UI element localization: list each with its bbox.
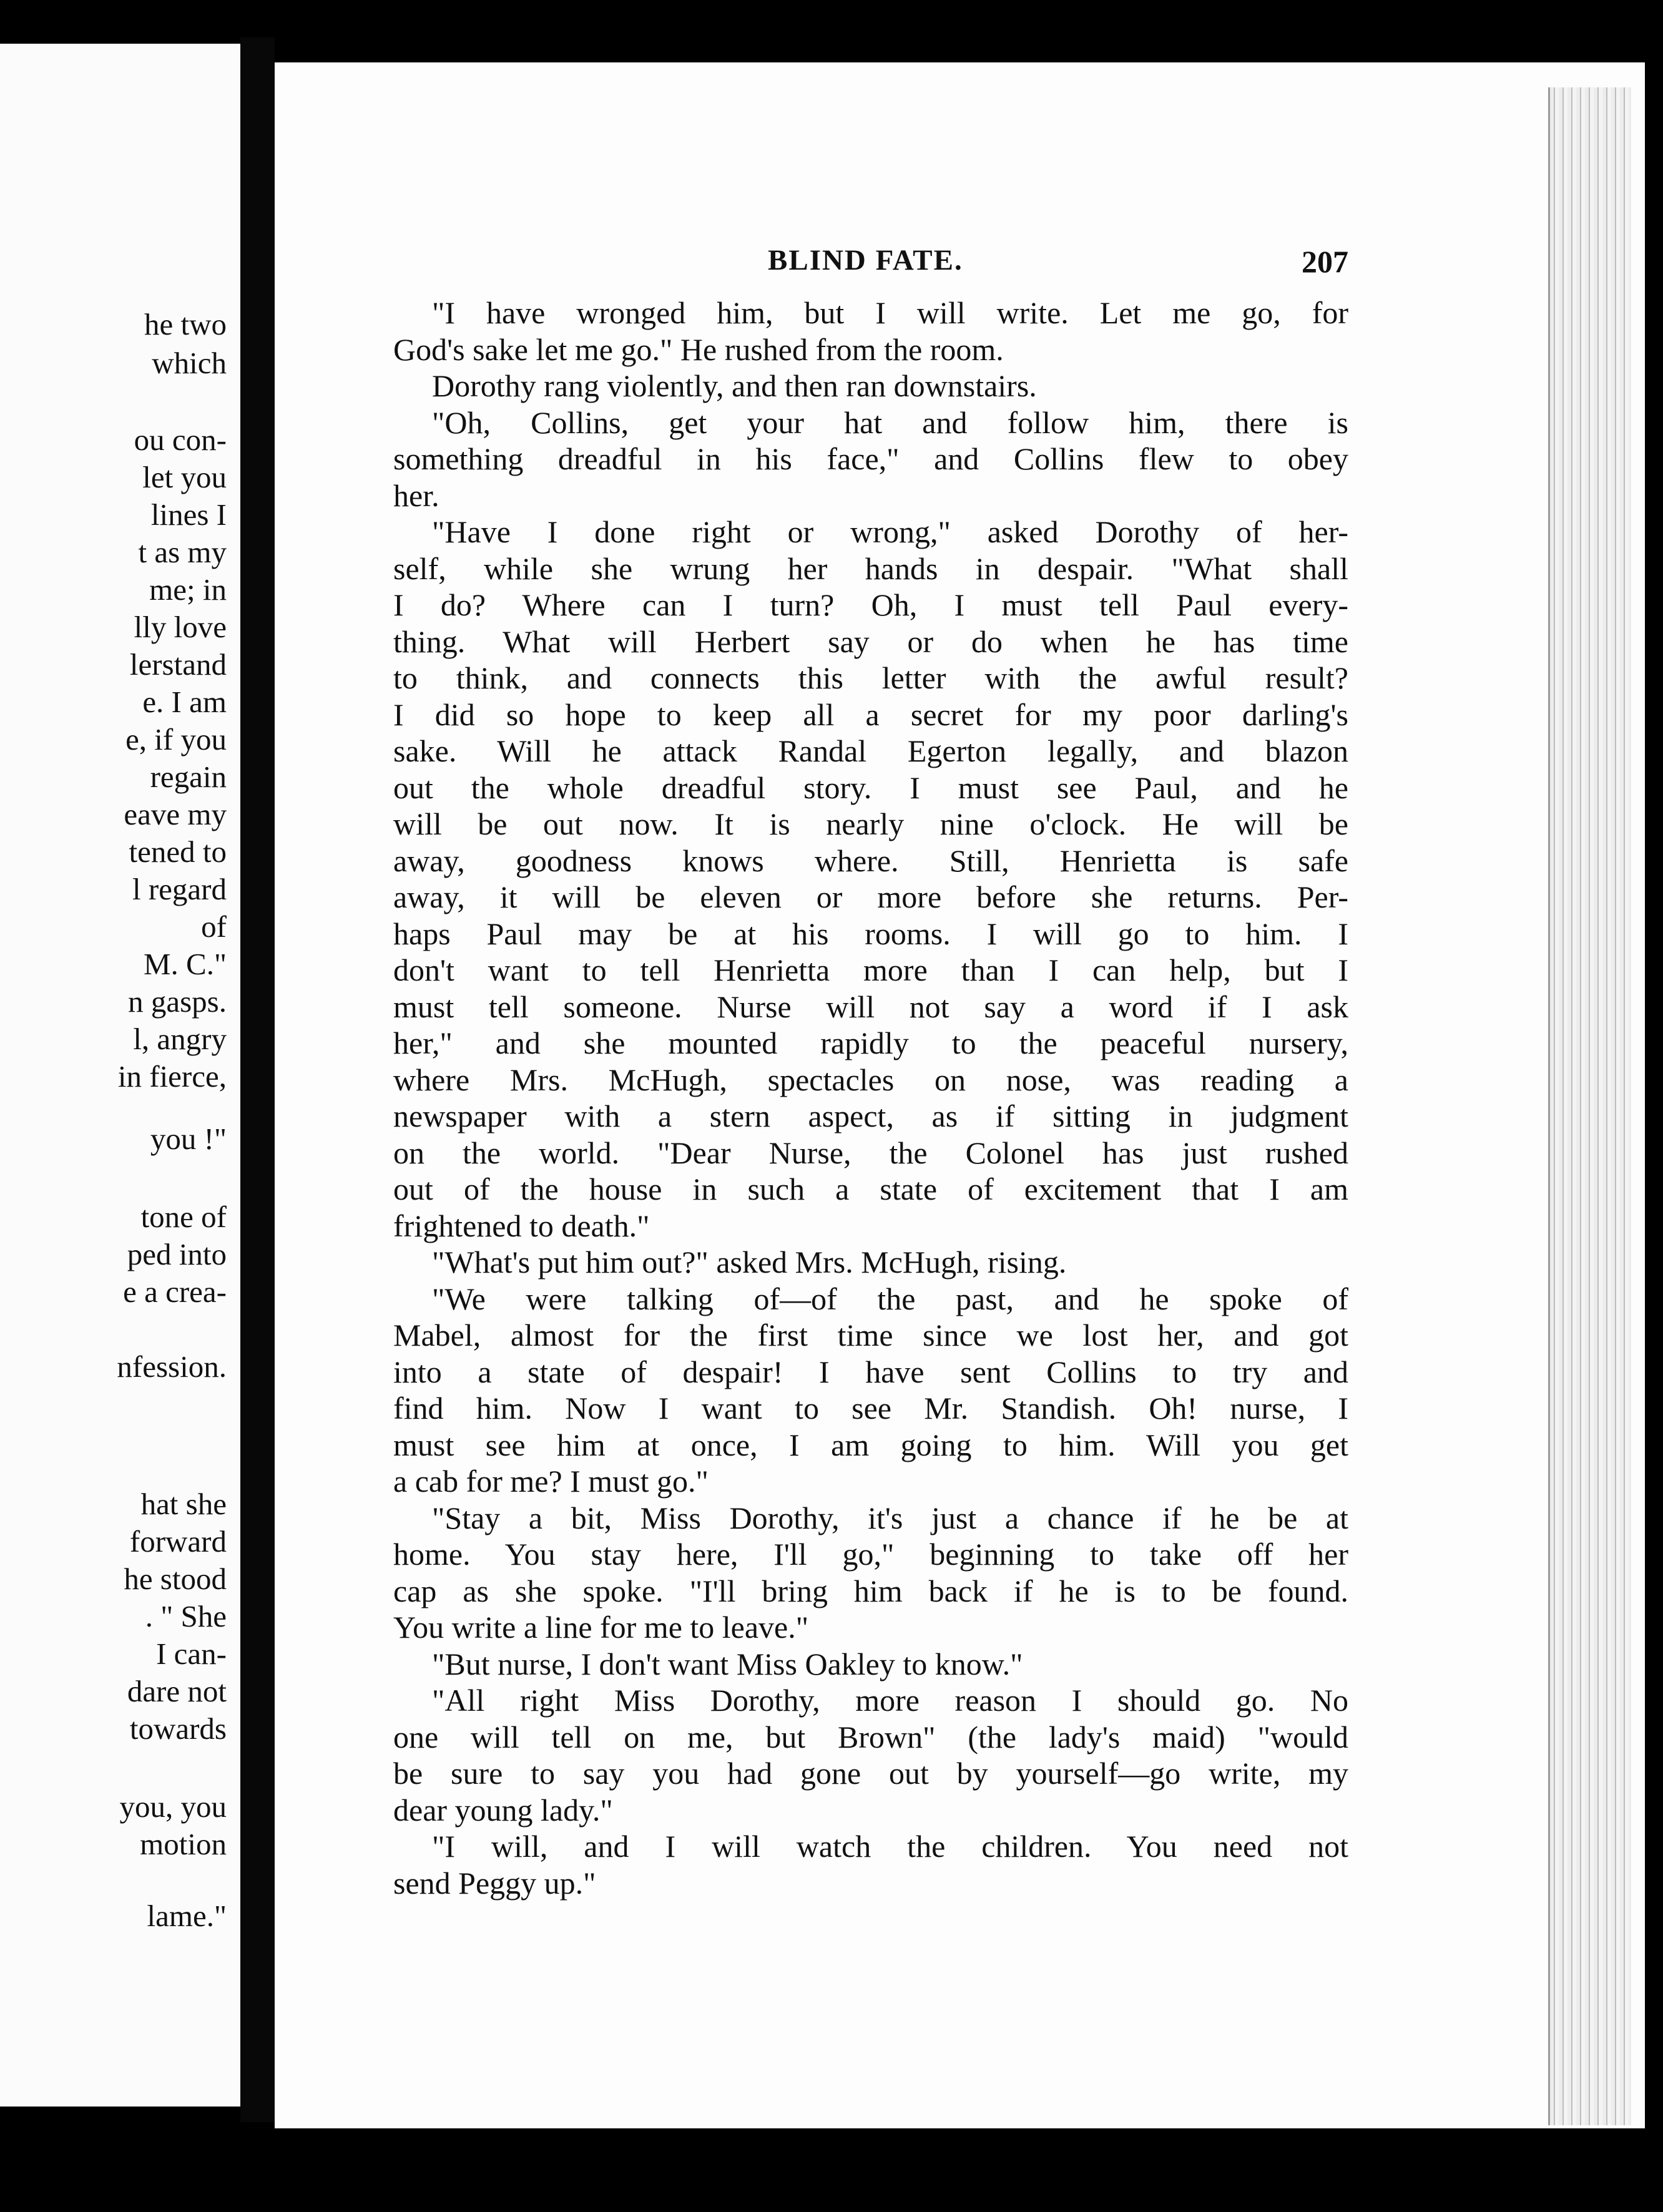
left-page-fragment: regain [150, 760, 227, 794]
text-line: "Have I done right or wrong," asked Dorothy of her- [432, 514, 1348, 549]
text-line: "What's put him out?" asked Mrs. McHugh, rising. [432, 1245, 1067, 1280]
text-line: a cab for me? I must go." [393, 1464, 709, 1499]
text-line: You write a line for me to leave." [393, 1610, 809, 1645]
left-page-fragment: me; in [149, 572, 227, 607]
text-line: "We were talking of—of the past, and he spoke of [432, 1281, 1348, 1316]
text-line: send Peggy up." [393, 1865, 596, 1901]
left-page-fragment: towards [129, 1711, 227, 1746]
left-page-fragment: I can- [156, 1637, 227, 1671]
text-line: into a state of despair! I have sent Collins to try and [393, 1354, 1348, 1389]
text-line: dear young lady." [393, 1792, 613, 1828]
left-page-fragment: of [201, 909, 227, 944]
left-page-fragment: you !" [150, 1122, 227, 1156]
left-page-fragment: hat she [140, 1487, 227, 1521]
text-line: don't want to tell Henrietta more than I can help, but I [393, 952, 1348, 987]
left-page-fragment: lines I [150, 497, 227, 532]
text-line: "Stay a bit, Miss Dorothy, it's just a chance if he be at [432, 1500, 1348, 1535]
page-number: 207 [1302, 244, 1348, 279]
text-line: will be out now. It is nearly nine o'clock. He will be [393, 806, 1348, 841]
left-page-fragment: lly love [134, 610, 227, 644]
text-line: cap as she spoke. "I'll bring him back if he is to be found. [393, 1573, 1348, 1608]
left-page-fragment: ou con- [134, 423, 227, 457]
text-line: on the world. "Dear Nurse, the Colonel has just rushed [393, 1135, 1348, 1170]
left-page-fragment: n gasps. [128, 984, 227, 1019]
left-page-fragment: l regard [132, 872, 227, 906]
text-line: her," and she mounted rapidly to the peaceful nursery, [393, 1025, 1348, 1060]
text-line: "All right Miss Dorothy, more reason I should go. No [432, 1683, 1348, 1718]
body-text [393, 295, 1348, 1901]
text-line: away, it will be eleven or more before she returns. Per- [393, 879, 1348, 914]
page-edge-stack [1548, 87, 1631, 2125]
left-page-fragment: l, angry [133, 1022, 227, 1056]
right-page [275, 62, 1645, 2128]
left-page-fragment: lerstand [129, 647, 227, 682]
left-page-fragment: forward [129, 1524, 227, 1559]
text-line: must see him at once, I am going to him. Will you get [393, 1427, 1348, 1462]
left-page-fragment: dare not [127, 1674, 227, 1708]
text-line: where Mrs. McHugh, spectacles on nose, was reading a [393, 1062, 1348, 1097]
text-line: frightened to death." [393, 1208, 650, 1243]
text-line: find him. Now I want to see Mr. Standish. Oh! nurse, I [393, 1391, 1348, 1426]
left-page-fragment: eave my [124, 797, 227, 831]
running-title: BLIND FATE. [768, 244, 963, 276]
left-page-fragment: e a crea- [123, 1275, 227, 1309]
left-page-fragment: he two [144, 307, 227, 341]
text-line: her. [393, 477, 439, 513]
text-line: I did so hope to keep all a secret for my poor darling's [393, 697, 1348, 732]
text-line: out the whole dreadful story. I must see Paul, and he [393, 770, 1348, 805]
text-line: self, while she wrung her hands in despair. "What shall [393, 551, 1348, 586]
left-page-fragment: M. C." [143, 947, 227, 981]
left-page-fragment: you, you [119, 1789, 227, 1824]
text-line: one will tell on me, but Brown" (the lady's maid) "would [393, 1719, 1348, 1754]
text-line: be sure to say you had gone out by yourself—go write, my [393, 1756, 1348, 1791]
text-line: newspaper with a stern aspect, as if sitting in judgment [393, 1099, 1348, 1133]
left-page-fragment: e. I am [142, 685, 227, 719]
text-line: haps Paul may be at his rooms. I will go to him. I [393, 916, 1348, 951]
left-page-fragment: tone of [140, 1200, 227, 1234]
text-line: home. You stay here, I'll go," beginning to take off her [393, 1537, 1348, 1572]
text-line: sake. Will he attack Randal Egerton legally, and blazon [393, 733, 1348, 768]
left-page-fragment: in fierce, [117, 1059, 227, 1094]
left-page-fragment: he stood [124, 1562, 227, 1596]
left-page [0, 44, 240, 2107]
text-line: out of the house in such a state of excitement that I am [393, 1172, 1348, 1206]
text-line: Mabel, almost for the first time since we lost her, and got [393, 1318, 1348, 1353]
left-page-fragment: motion [140, 1827, 227, 1861]
left-page-fragment: e, if you [125, 722, 227, 756]
text-line: I do? Where can I turn? Oh, I must tell Paul every- [393, 587, 1348, 622]
book-gutter [240, 37, 275, 2122]
text-line: away, goodness knows where. Still, Henrietta is safe [393, 843, 1348, 878]
text-line: "I have wronged him, but I will write. Let me go, for [432, 295, 1348, 330]
left-page-fragment: nfession. [117, 1349, 227, 1384]
left-page-fragment: tened to [129, 834, 227, 869]
left-page-fragment: lame." [147, 1899, 227, 1933]
text-line: "I will, and I will watch the children. You need not [432, 1829, 1348, 1864]
text-line: thing. What will Herbert say or do when he has time [393, 624, 1348, 659]
left-page-fragment: ped into [127, 1237, 227, 1271]
left-page-fragment: let you [142, 460, 227, 494]
left-page-fragment: . " She [145, 1599, 227, 1633]
text-line: God's sake let me go." He rushed from the room. [393, 331, 1004, 367]
text-line: "Oh, Collins, get your hat and follow him, there is [432, 404, 1348, 440]
text-line: "But nurse, I don't want Miss Oakley to know." [432, 1646, 1023, 1681]
text-line: to think, and connects this letter with the awful result? [393, 660, 1348, 695]
text-line: something dreadful in his face," and Collins flew to obey [393, 441, 1348, 476]
left-page-fragment: t as my [138, 535, 227, 569]
text-line: Dorothy rang violently, and then ran downstairs. [432, 368, 1037, 403]
text-line: must tell someone. Nurse will not say a word if I ask [393, 989, 1348, 1024]
left-page-fragment: which [152, 346, 227, 380]
